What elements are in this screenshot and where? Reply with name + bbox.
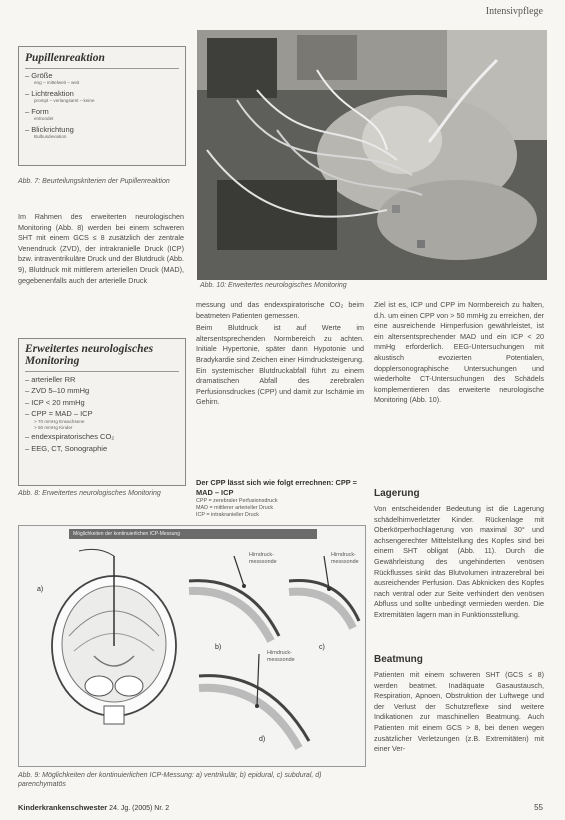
fig7-caption: Abb. 7: Beurteilungskriterien der Pupillenreaktion	[18, 178, 170, 185]
sensor-label-c: Hirndruck-messsonde	[331, 552, 359, 565]
parenchymal-detail	[199, 654, 309, 748]
monitor-item-imaging: – EEG, CT, Sonographie	[25, 443, 108, 453]
label-a: a)	[37, 586, 44, 593]
monitor-item-cpp: – CPP = MAD – ICP	[25, 408, 93, 418]
mid-paragraph-2: Beim Blutdruck ist auf Werte im altersentsprechenden Normbereich zu achten. Initiale Hypertonie, später dann Hypotonie und Bradykardie sind Zeichen einer Hirndrucksteigerung. Ein systemischer Blutdruckabfall führt zu einem dramatischen Abfall des zerebralen Perfusionsdruckes (CPP) und damit zur Ischämie im Gehirn.	[196, 323, 364, 407]
fig10-caption: Abb. 10: Erweitertes neurologisches Monitoring	[200, 282, 347, 289]
monitoring-box-title: Erweitertes neurologisches Monitoring	[25, 343, 154, 367]
section-header: Intensivpflege	[485, 6, 543, 17]
cpp-legend: CPP = zerebraler Perfusionsdruck MAD = mittlerer arterieller Druck ICP = intrakranieller Druck	[196, 498, 278, 518]
page-number: 55	[534, 803, 543, 812]
footer-journal: Kinderkrankenschwester 24. Jg. (2005) Nr. 2	[18, 803, 170, 812]
lagerung-paragraph: Von entscheidender Bedeutung ist die Lagerung schädelhirnverletzter Kinder. Rückenlage mit Oberkörperhochlagerung von maximal 30° und achsengerechter Mittelstellung des Kopfes sind bei einem SHT obligat (Abb. 11). Durch die Gewährleistung des ungehinderten venösen Rückflusses sinkt das Blutvolumen intrazerebral bei ausreichender Perfusion. Das Abknicken des Kopfes nach ventral oder zur Seite verhindert den venösen Abfluss und sollte unbedingt vermieden werden. Die Extremitäten lagern man in Funktionsstellung.	[374, 504, 544, 619]
monitoring-box	[18, 338, 186, 486]
pupil-box-title: Pupillenreaktion	[25, 52, 105, 64]
pupil-item-light: – Lichtreaktion	[25, 88, 74, 98]
beatmung-heading: Beatmung	[374, 654, 423, 665]
left-paragraph: Im Rahmen des erweiterten neurologischen Monitoring (Abb. 8) werden bei einem schweren SHT mit einem GCS ≤ 8 zusätzlich der zentrale Venendruck (ZVD), der intrakranielle Druck (ICP) bzw. intraventrikuläre Druck und der Blutdruck (Abb. 9), Blutdruck mit mittlerem arteriellen Druck (MAD), gegebenenfalls auch der arterielle Druck	[18, 212, 184, 285]
skull-illustration	[52, 549, 176, 724]
label-d: d)	[259, 736, 266, 743]
figure9-title: Möglichkeiten der kontinuierlichen ICP-Messung	[69, 529, 317, 539]
sensor-label-d: Hirndruck-messsonde	[267, 650, 295, 663]
lagerung-heading: Lagerung	[374, 488, 420, 499]
pupil-item-shape: – Form	[25, 106, 49, 116]
label-b: b)	[215, 644, 222, 651]
figure-icp-measurement	[18, 525, 366, 767]
monitor-item-zvd: – ZVD 5–10 mmHg	[25, 386, 90, 396]
right-paragraph: Ziel ist es, ICP und CPP im Normbereich zu halten, d.h. um einen CPP von > 50 mmHg zu erreichen, der eine ausreichende Hirnperfusion gewährleistet, ist ein altersentsprechender MAD und ein ICP < 20 mmHg erforderlich. EEG-Untersuchungen mit akustisch evozierten Potentialen, dopplersonographische Untersuchungen und wiederholte CT-Untersuchungen des Schädels komplementieren das erweiterte neurologische Monitoring (Abb. 10).	[374, 300, 544, 405]
cpp-formula: Der CPP lässt sich wie folgt errechnen: CPP = MAD – ICP	[196, 478, 357, 497]
subdural-detail	[289, 556, 359, 628]
pupil-item-size: – Größe	[25, 71, 53, 80]
mid-paragraph-1: messung und das endexspiratorische CO₂ beim beatmeten Patienten gemessen.	[196, 300, 364, 320]
pupil-item-gaze: – Blickrichtung	[25, 124, 74, 134]
pupil-reaction-box	[18, 46, 186, 166]
pupil-criteria-list: – Größe eng – mittelweit – weit – Lichtreaktion prompt – verlangsamt – keine – Form entrundet – Blickrichtung Bulbusdeviation	[25, 72, 179, 140]
monitor-item-icp: – ICP < 20 mmHg	[25, 397, 85, 407]
middle-column	[196, 300, 364, 410]
beatmung-paragraph: Patienten mit einem schweren SHT (GCS ≤ 8) werden beatmet. Inadäquate Gasaustausch, Respiration, Apnoen, Obstruktion der Luftwege und der Verlust der Schutzreflexe sind weitere Indikationen zur maschinellen Beatmung. Auch Patienten mit einem GCS > 8, bei denen wegen zusätzlicher Verletzungen (z.B. Extremitäten) mit einer Ver-	[374, 670, 544, 754]
monitoring-list: – arterieller RR – ZVD 5–10 mmHg – ICP < 20 mmHg – CPP = MAD – ICP > 70 mmHg Erwachsene > 50 mmHg Kinder – endexspiratorisches CO₂ – EEG, CT, Sonographie	[25, 376, 179, 453]
epidural-detail	[189, 556, 279, 641]
monitoring-photo	[197, 30, 547, 280]
monitor-item-rr: – arterieller RR	[25, 375, 76, 384]
label-c: c)	[319, 644, 325, 651]
fig8-caption: Abb. 8: Erweitertes neurologisches Monitoring	[18, 490, 161, 497]
sensor-label-b: Hirndruck-messsonde	[249, 552, 277, 565]
monitor-item-co2: – endexspiratorisches CO₂	[25, 432, 115, 442]
fig9-caption: Abb. 9: Möglichkeiten der kontinuierlichen ICP-Messung: a) ventrikulär, b) epidural, c) subdural, d) parenchymatös	[18, 772, 322, 788]
